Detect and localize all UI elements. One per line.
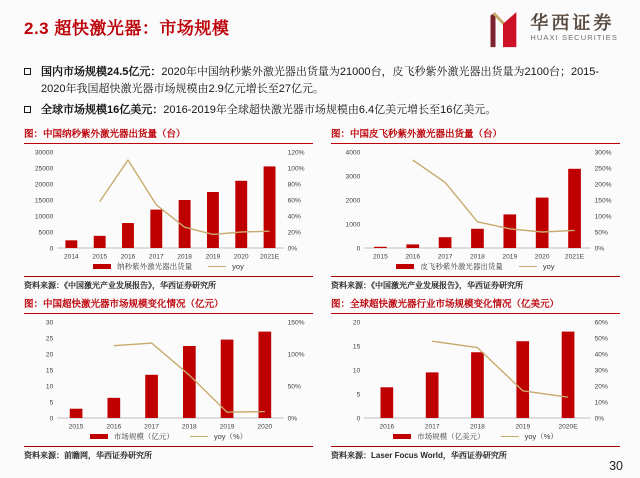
bar-series-label: 市场规模（亿美元）: [417, 431, 485, 441]
svg-text:10%: 10%: [594, 398, 608, 406]
svg-text:30%: 30%: [594, 366, 608, 374]
svg-text:3000: 3000: [345, 172, 361, 180]
svg-text:2016: 2016: [106, 422, 122, 431]
svg-text:100%: 100%: [287, 164, 305, 172]
svg-text:0: 0: [49, 244, 54, 252]
bar-series-swatch: [393, 434, 411, 439]
huaxi-logo: [483, 8, 620, 48]
chart-legend: [24, 261, 313, 272]
svg-text:10000: 10000: [34, 212, 54, 220]
chart-card-china-market-size: [24, 296, 313, 461]
svg-text:20000: 20000: [34, 180, 54, 188]
svg-text:100%: 100%: [594, 212, 612, 220]
line-series-label: yoy: [542, 261, 555, 271]
logo-name-en: HUAXI SECURITIES: [530, 33, 618, 42]
bullet-text: [41, 64, 620, 97]
svg-text:60%: 60%: [287, 196, 301, 204]
chart-source: 资料来源：前瞻网，华西证券研究所: [24, 450, 152, 460]
svg-text:120%: 120%: [287, 148, 305, 156]
svg-text:2018: 2018: [181, 422, 197, 431]
svg-text:2019: 2019: [219, 422, 235, 431]
line-series-label: yoy（%）: [213, 431, 248, 441]
svg-text:0: 0: [356, 414, 361, 422]
chart-legend: [331, 431, 620, 442]
svg-text:15: 15: [45, 366, 54, 374]
svg-text:5000: 5000: [38, 228, 54, 236]
svg-text:2018: 2018: [470, 252, 485, 261]
bullet-body: 2016-2019年全球超快激光器市场规模由6.4亿美元增长至16亿美元。: [163, 104, 497, 116]
svg-text:2017: 2017: [148, 252, 164, 261]
square-bullet-icon: [24, 68, 31, 75]
svg-text:2018: 2018: [470, 422, 485, 431]
svg-text:20%: 20%: [594, 382, 608, 390]
chart-card-ps-fs-uv-shipments: [331, 126, 620, 291]
svg-text:30000: 30000: [34, 148, 54, 156]
svg-text:4000: 4000: [345, 148, 361, 156]
svg-text:2015: 2015: [68, 422, 84, 431]
chart-grid: [24, 126, 620, 461]
svg-text:0: 0: [356, 244, 361, 252]
page-title: 2.3 超快激光器：市场规模: [24, 19, 230, 38]
bullet-lead: 全球市场规模16亿美元：: [41, 104, 164, 116]
bullet-item-global: [24, 102, 620, 119]
chart-source: 资料来源：《中国激光产业发展报告》，华西证券研究所: [331, 280, 523, 290]
bar-line-chart: [24, 315, 313, 431]
chart-title: 图：全球超快激光器行业市场规模变化情况（亿美元）: [331, 296, 620, 314]
chart-card-ns-uv-shipments: [24, 126, 313, 291]
bullet-item-domestic: [24, 64, 620, 97]
svg-text:250%: 250%: [594, 164, 612, 172]
svg-text:2018: 2018: [177, 252, 192, 261]
svg-text:25: 25: [45, 334, 54, 342]
svg-text:0%: 0%: [287, 414, 298, 422]
bar-series-label: 市场规模（亿元）: [113, 431, 174, 441]
svg-text:40%: 40%: [594, 350, 608, 358]
svg-text:2020E: 2020E: [558, 422, 578, 431]
svg-text:40%: 40%: [287, 212, 301, 220]
svg-text:5: 5: [356, 390, 361, 398]
svg-text:2019: 2019: [502, 252, 518, 261]
svg-text:2019: 2019: [515, 422, 531, 431]
svg-text:15000: 15000: [34, 196, 54, 204]
line-series-swatch: [208, 266, 226, 267]
svg-text:25000: 25000: [34, 164, 54, 172]
svg-text:0%: 0%: [594, 244, 605, 252]
line-series-swatch: [501, 436, 519, 437]
bar-line-chart: [331, 145, 620, 261]
chart-card-global-market-size: [331, 296, 620, 461]
bar-line-chart: [24, 145, 313, 261]
svg-text:150%: 150%: [594, 196, 612, 204]
svg-text:20: 20: [352, 318, 361, 326]
svg-text:2016: 2016: [120, 252, 136, 261]
svg-text:2017: 2017: [437, 252, 453, 261]
bar-series-label: 纳秒紫外激光器出货量: [117, 261, 193, 271]
svg-text:2020: 2020: [233, 252, 249, 261]
svg-text:20%: 20%: [287, 228, 301, 236]
line-series-swatch: [190, 436, 208, 437]
svg-text:2016: 2016: [379, 422, 395, 431]
bullet-text: [41, 102, 496, 119]
bar-line-chart: [331, 315, 620, 431]
svg-text:2021E: 2021E: [259, 252, 280, 261]
svg-text:5: 5: [49, 398, 54, 406]
svg-text:2000: 2000: [345, 196, 361, 204]
svg-text:2017: 2017: [144, 422, 159, 431]
svg-text:0%: 0%: [287, 244, 298, 252]
svg-text:2021E: 2021E: [564, 252, 585, 261]
bar-series-swatch: [396, 264, 414, 269]
svg-text:150%: 150%: [287, 318, 305, 326]
chart-legend: [24, 431, 313, 442]
svg-text:2020: 2020: [534, 252, 550, 261]
svg-text:2015: 2015: [92, 252, 108, 261]
chart-source: 资料来源：《中国激光产业发展报告》，华西证券研究所: [24, 280, 216, 290]
svg-text:80%: 80%: [287, 180, 301, 188]
line-series-label: yoy（%）: [524, 431, 558, 441]
svg-text:50%: 50%: [287, 382, 301, 390]
bullet-list: [24, 64, 620, 119]
page-number: 30: [609, 459, 623, 473]
svg-text:60%: 60%: [594, 318, 608, 326]
bullet-body: 2020年中国纳秒紫外激光器出货量为21000台，皮飞秒紫外激光器出货量为2100台；2015-2020年我国超快激光器市场规模由2.9亿元增长至27亿元。: [41, 66, 600, 95]
chart-title: 图：中国超快激光器市场规模变化情况（亿元）: [24, 296, 313, 314]
bullet-lead: 国内市场规模24.5亿元：: [41, 66, 162, 78]
bar-series-swatch: [90, 434, 108, 439]
huaxi-logo-text: [530, 14, 618, 42]
svg-text:2016: 2016: [405, 252, 421, 261]
line-series-swatch: [519, 266, 537, 267]
line-series-label: yoy: [232, 261, 244, 271]
svg-text:20: 20: [45, 350, 54, 358]
svg-text:2020: 2020: [257, 422, 273, 431]
svg-text:2015: 2015: [372, 252, 388, 261]
chart-source: 资料来源：Laser Focus World，华西证券研究所: [331, 450, 507, 460]
svg-text:2014: 2014: [63, 252, 79, 261]
slide-header: [24, 8, 620, 56]
svg-text:0: 0: [49, 414, 54, 422]
svg-text:10: 10: [352, 366, 361, 374]
svg-text:2019: 2019: [205, 252, 221, 261]
svg-text:1000: 1000: [345, 220, 361, 228]
svg-text:100%: 100%: [287, 350, 305, 358]
chart-title: 图：中国纳秒紫外激光器出货量（台）: [24, 126, 313, 144]
logo-name-cn: 华西证券: [530, 13, 615, 34]
square-bullet-icon: [24, 106, 31, 113]
svg-text:2017: 2017: [424, 422, 440, 431]
bar-series-label: 皮飞秒紫外激光器出货量: [420, 261, 503, 271]
svg-text:300%: 300%: [594, 148, 612, 156]
bar-series-swatch: [93, 264, 111, 269]
svg-text:10: 10: [45, 382, 54, 390]
svg-text:15: 15: [352, 342, 361, 350]
svg-text:50%: 50%: [594, 228, 608, 236]
svg-text:50%: 50%: [594, 334, 608, 342]
chart-title: 图：中国皮飞秒紫外激光器出货量（台）: [331, 126, 620, 144]
svg-text:30: 30: [45, 318, 54, 326]
huaxi-logo-icon: [483, 8, 523, 48]
chart-legend: [331, 261, 620, 272]
svg-text:0%: 0%: [594, 414, 605, 422]
svg-text:200%: 200%: [594, 180, 612, 188]
